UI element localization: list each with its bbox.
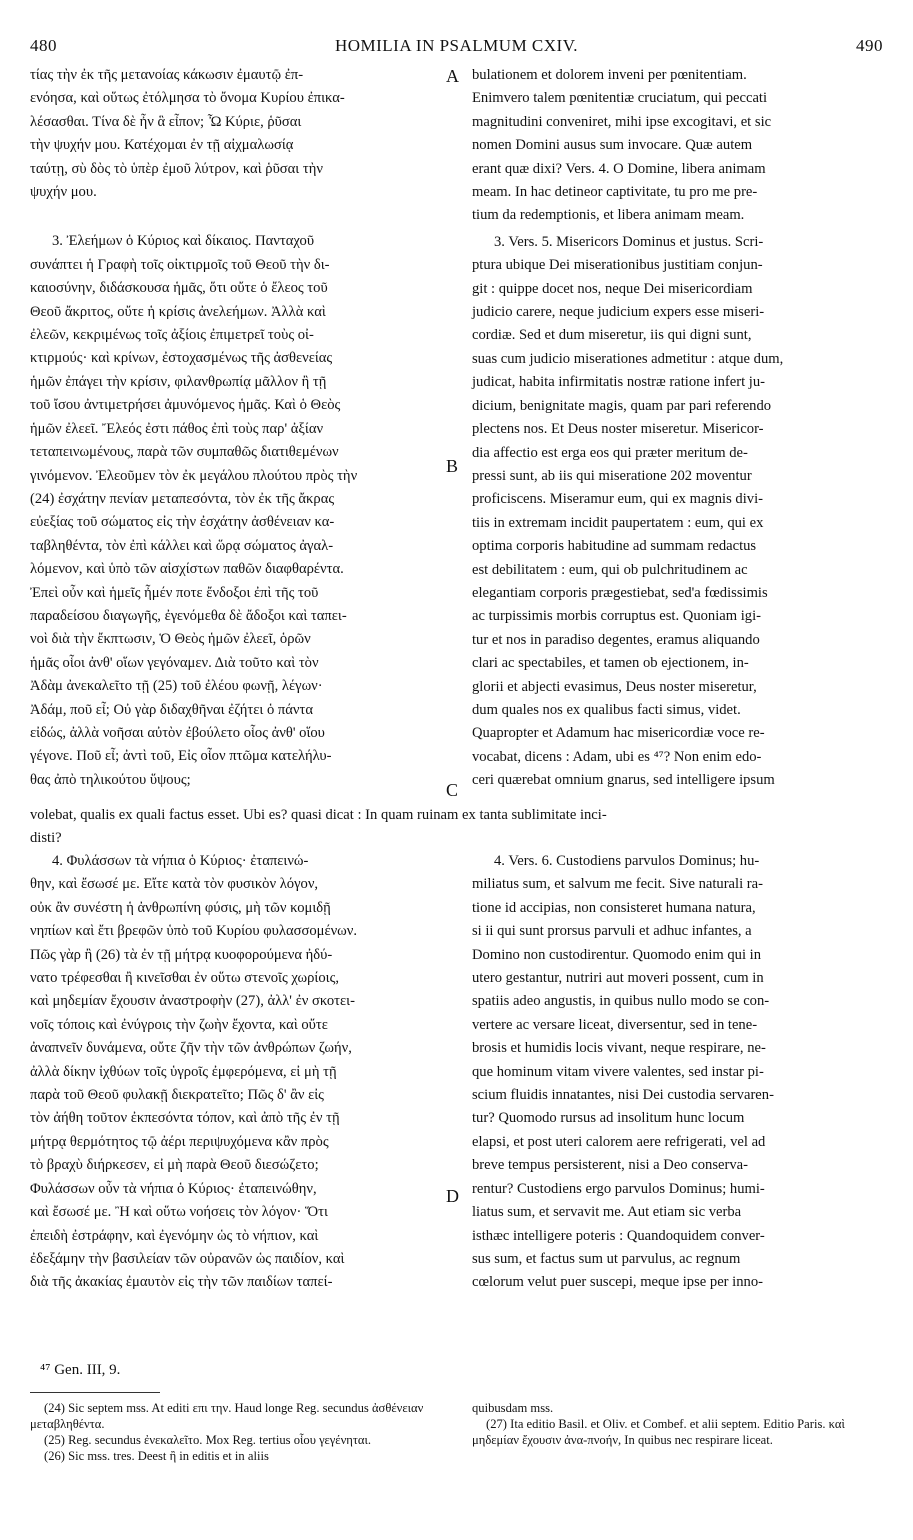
text-line: καὶ μηδεμίαν ἔχουσιν ἀναστροφὴν (27), ἀλλ' ἐν σκοτει- <box>30 993 355 1010</box>
text-line: οὐκ ἂν συνέστη ἡ ἀνθρωπίνη φύσις, μὴ τῶν κομιδῇ <box>30 899 331 916</box>
text-line: ceri quærebat omnium gnarus, sed intelligere ipsum <box>472 772 775 789</box>
text-line: εἰδώς, ἀλλὰ νοῆσαι αὐτὸν ἐβούλετο οἷος ἀνθ' οἵου <box>30 724 325 741</box>
text-line: suas cum judicio miserationes admetitur : atque dum, <box>472 350 784 367</box>
text-line: breve tempus persisterent, nisi a Deo conserva- <box>472 1157 748 1174</box>
text-line: ἡμῶν ἐλεεῖ. Ἔλεός ἐστι πάθος ἐπὶ τοὺς παρ' ἀξίαν <box>30 420 324 437</box>
text-line: Ἐπεὶ οὖν καὶ ἡμεῖς ἦμέν ποτε ἔνδοξοι ἐπὶ τῆς τοῦ <box>30 584 319 601</box>
greek-paragraph-4 <box>30 850 442 1295</box>
critical-notes-left <box>30 1400 442 1464</box>
text-line: git : quippe docet nos, neque Dei misericordiam <box>472 280 753 297</box>
footnote-divider <box>30 1392 160 1393</box>
full-width-continuation <box>30 804 884 851</box>
text-line: cœlorum velut puer suscepi, meque ipse per inno- <box>472 1274 763 1291</box>
text-line: ἀναπνεῖν δυνάμενα, οὔτε ζῆν τὴν τῶν ἀνθρώπων ζωήν, <box>30 1040 352 1057</box>
text-line: Domino non custodirentur. Quomodo enim qui in <box>472 946 762 963</box>
text-line: (24) ἐσχάτην πενίαν μεταπεσόντα, τὸν ἐκ τῆς ἄκρας <box>30 490 335 507</box>
text-line: dia affectio est erga eos qui præter meritum de- <box>472 444 748 461</box>
text-line: 4. Φυλάσσων τὰ νήπια ὁ Κύριος· ἐταπεινώ- <box>52 853 309 869</box>
text-line: ψυχήν μου. <box>30 184 97 201</box>
text-line: Θεοῦ ἄκριτος, οὔτε ἡ κρίσις ἀνελεήμων. Ἀλλὰ καὶ <box>30 303 326 320</box>
latin-paragraph-4 <box>472 850 884 1295</box>
text-line: νατο τρέφεσθαι ἢ κινεῖσθαι ἐν οὕτω στενοῖς χωρίοις, <box>30 970 339 987</box>
critical-note: quibusdam mss. <box>472 1401 554 1415</box>
greek-paragraph-continuation <box>30 64 442 204</box>
page-number-right: 490 <box>856 36 883 55</box>
latin-paragraph-3 <box>472 231 884 793</box>
text-line: θην, καὶ ἔσωσέ με. Εἴτε κατὰ τὸν φυσικὸν λόγον, <box>30 876 319 893</box>
text-line: ταύτῃ, σὺ δὸς τὸ ὑπὲρ ἐμοῦ λύτρον, καὶ ῥῦσαι τὴν <box>30 160 323 177</box>
text-line: elapsi, et post uteri calorem aere refrigerati, vel ad <box>472 1133 766 1150</box>
text-line: Φυλάσσων οὖν τὰ νήπια ὁ Κύριος· ἐταπεινώθην, <box>30 1180 317 1197</box>
margin-letter-b: B <box>446 456 459 476</box>
text-line: ἐπειδὴ ἐστράφην, καὶ ἐγενόμην ὡς τὸ νήπιον, καὶ <box>30 1227 319 1244</box>
text-line: ἐλεῶν, κεκριμένως τοῖς ἀξίοις ἐπιμετρεῖ τοὺς οἰ- <box>30 327 314 344</box>
text-line: dicium, benignitate magis, quam par pari referendo <box>472 397 772 414</box>
margin-letter-c: C <box>446 780 459 800</box>
text-line: utero gestantur, nutriri aut moveri possent, cum in <box>472 970 764 987</box>
text-line: sus sum, et factus sum ut parvulus, ac regnum <box>472 1250 741 1267</box>
text-line: τίας τὴν ἐκ τῆς μετανοίας κάκωσιν ἐμαυτῷ ἐπ- <box>30 67 304 83</box>
text-line: est debilitatem : eum, qui ob pulchritudinem ac <box>472 561 748 578</box>
text-line: isthæc intelligere poteris : Quandoquidem conver- <box>472 1227 765 1244</box>
text-line: erant quæ dixi? Vers. 4. O Domine, libera animam <box>472 160 766 177</box>
critical-note: (26) Sic mss. tres. Deest ἢ in editis et in aliis <box>44 1449 269 1463</box>
text-line: nomen Domini ausus sum invocare. Quæ autem <box>472 137 753 154</box>
running-header <box>30 36 883 58</box>
text-line: pressi sunt, ab iis qui miseratione 202 moventur <box>472 467 752 484</box>
text-line: scium fluidis innatantes, nisi Dei custodia servaren- <box>472 1087 774 1104</box>
text-line: tur? Quomodo rursus ad insolitum hunc locum <box>472 1110 745 1127</box>
text-line: παραδείσου διαγωγῆς, ἐγενόμεθα δὲ ἄδοξοι καὶ ταπει- <box>30 607 347 624</box>
text-line: clari ac spectabiles, et tamen ob ejectionem, in- <box>472 655 749 672</box>
text-line: volebat, qualis ex quali factus esset. Ubi es? quasi dicat : In quam ruinam ex tanta sublimitate inci- <box>30 807 607 823</box>
text-line: ταβληθέντα, τὸν ἐπὶ κάλλει καὶ ὥρᾳ σώματος ἀγαλ- <box>30 537 334 554</box>
text-line: νοὶ διὰ τὴν ἔκπτωσιν, Ὁ Θεὸς ἡμῶν ἐλεεῖ, ὁρῶν <box>30 631 311 648</box>
critical-note: (27) Ita editio Basil. et Oliv. et Combef. et alii septem. Editio Paris. καὶ μηδεμίαν ἔχουσιν ἀνα-πνοήν, In quibus nec respirare liceat. <box>472 1417 845 1447</box>
text-line: καὶ ἔσωσέ με. Ἢ καὶ οὕτω νοήσεις τὸν λόγον· Ὅτι <box>30 1204 328 1221</box>
text-line: τεταπεινωμένους, παρὰ τῶν συμπαθῶς διατιθεμένων <box>30 444 339 461</box>
text-line: παρὰ τοῦ Θεοῦ φυλακῇ διεκρατεῖτο; Πῶς δ' ἂν εἰς <box>30 1087 324 1104</box>
text-line: judicat, habita infirmitatis nostræ ratione infert ju- <box>472 374 766 391</box>
latin-column-upper <box>472 64 884 793</box>
text-line: cordiæ. Sed et dum miseretur, iis qui digni sunt, <box>472 327 752 344</box>
text-line: rentur? Custodiens ergo parvulos Dominus; humi- <box>472 1180 765 1197</box>
text-line: εὐεξίας τοῦ σώματος εἰς τὴν ἐσχάτην ἀσθένειαν κα- <box>30 514 335 531</box>
text-line: magnitudini conveniret, mihi ipse excogitavi, et sic <box>472 113 772 130</box>
text-line: τὸ βραχὺ διήρκεσεν, εἰ μὴ παρὰ Θεοῦ διεσώζετο; <box>30 1157 319 1174</box>
critical-note: (25) Reg. secundus ἐνεκαλεῖτο. Mox Reg. tertius οἷου γεγένηται. <box>44 1433 372 1447</box>
margin-letter-a: A <box>446 66 459 86</box>
text-line: elegantiam corporis prægestiebat, sed'a fœdissimis <box>472 584 768 601</box>
scripture-footnote: ⁴⁷ Gen. III, 9. <box>40 1362 121 1378</box>
text-line: ἐδεξάμην τὴν βασιλείαν τῶν οὐρανῶν ὡς παιδίον, καὶ <box>30 1250 345 1267</box>
text-line: miliatus sum, et salvum me fecit. Sive naturali ra- <box>472 876 763 893</box>
text-line: si ii qui sunt prorsus parvuli et adhuc infantes, a <box>472 923 752 940</box>
text-line: ptura ubique Dei miserationibus justitiam conjun- <box>472 257 763 274</box>
text-line: tione id accipias, non consisteret humana natura, <box>472 899 756 916</box>
text-line: μήτρᾳ θερμότητος τῷ ἀέρι περιψυχόμενα κἂν πρὸς <box>30 1133 329 1150</box>
text-line: glorii et abjecti evasimus, Deus noster miseretur, <box>472 678 757 695</box>
greek-paragraph-3 <box>30 230 442 792</box>
text-line: Enimvero talem pœnitentiæ cruciatum, qui peccati <box>472 90 768 107</box>
text-line: ενόησα, καὶ οὕτως ἐτόλμησα τὸ ὄνομα Κυρίου ἐπικα- <box>30 90 345 107</box>
text-line: τὸν ἀήθη τοῦτον ἐκπεσόντα τόπον, καὶ ἀπὸ τῆς ἐν τῇ <box>30 1110 340 1127</box>
text-line: ac turpissimis morbis corruptus est. Quoniam igi- <box>472 608 762 625</box>
text-line: Πῶς γὰρ ἢ (26) τὰ ἐν τῇ μήτρᾳ κυοφορούμενα ἠδύ- <box>30 946 333 963</box>
text-line: 3. Ἐλεήμων ὁ Κύριος καὶ δίκαιος. Πανταχοῦ <box>52 233 315 250</box>
text-line: que hominum vitam vivere valentes, sed instar pi- <box>472 1063 764 1080</box>
text-line: ἀλλὰ δίκην ἰχθύων τοῖς ὑγροῖς ἐμφερόμενα, εἰ μὴ τῇ <box>30 1063 337 1080</box>
text-line: proficiscens. Miseramur eum, qui ex magnis divi- <box>472 491 763 508</box>
text-line: optima corporis habitudine ad summam redactus <box>472 538 757 555</box>
text-line: tium da redemptionis, et libera animam meam. <box>472 207 745 224</box>
text-line: καιοσύνην, διδάσκουσα ἡμᾶς, ὅτι οὔτε ὁ ἔλεος τοῦ <box>30 280 328 297</box>
critical-note: (24) Sic septem mss. At editi επι την. Haud longe Reg. secundus ἀσθένειαν μεταβληθέντα. <box>30 1401 424 1431</box>
text-line: vertere ac versare liceat, diversentur, sed in tene- <box>472 1016 758 1033</box>
text-line: λέσασθαι. Τίνα δὲ ἦν ἃ εἶπον; Ὦ Κύριε, ῥῦσαι <box>30 113 302 130</box>
text-line: λόμενον, καὶ ὑπὸ τῶν αἰσχίστων παθῶν διαφθαρέντα. <box>30 561 344 578</box>
text-line: 4. Vers. 6. Custodiens parvulos Dominus; hu- <box>494 853 760 869</box>
text-line: Quapropter et Adamum hac misericordiæ voce re- <box>472 725 765 742</box>
running-title: HOMILIA IN PSALMUM CXIV. <box>334 36 579 55</box>
text-line: ἡμῶν ἐπάγει τὴν κρίσιν, φιλανθρωπίᾳ μᾶλλον ἢ τῇ <box>30 373 327 390</box>
text-line: γινόμενον. Ἐλεοῦμεν τὸν ἐκ μεγάλου πλούτου πρὸς τὴν <box>30 467 358 484</box>
text-line: διὰ τῆς ἀκακίας ἐμαυτὸν εἰς τὴν τῶν παιδίων ταπεί- <box>30 1274 333 1291</box>
text-line: θας ἀπὸ τηλικούτου ὕψους; <box>30 771 191 788</box>
greek-column-upper <box>30 64 442 792</box>
text-line: 3. Vers. 5. Misericors Dominus et justus. Scri- <box>494 233 764 250</box>
text-line: τὴν ψυχήν μου. Κατέχομαι ἐν τῇ αἰχμαλωσίᾳ <box>30 137 294 154</box>
text-line: liatus sum, et servavit me. Aut etiam sic verba <box>472 1204 742 1221</box>
text-line: γέγονε. Ποῦ εἶ; ἀντὶ τοῦ, Εἰς οἷον πτῶμα κατελήλυ- <box>30 748 332 765</box>
text-line: judicio carere, neque judicium expers esse miseri- <box>472 304 765 321</box>
text-line: νηπίων καὶ ἔτι βρεφῶν ὑπὸ τοῦ Κυρίου φυλασσομένων. <box>30 923 358 940</box>
margin-letter-d: D <box>446 1186 459 1206</box>
text-line: συνάπτει ἡ Γραφὴ τοῖς οἰκτιρμοῖς τοῦ Θεοῦ τὴν δι- <box>30 256 330 273</box>
text-line: dum quales nos ex qualibus facti simus, videt. <box>472 701 741 718</box>
text-line: νοῖς τόποις καὶ ἐνύγροις τὴν ζωὴν ἔχοντα, καὶ οὔτε <box>30 1016 328 1033</box>
text-line: tiis in extremam incidit paupertatem : eum, qui ex <box>472 514 764 531</box>
text-line: vocabat, dicens : Adam, ubi es ⁴⁷? Non enim edo- <box>472 748 762 765</box>
text-line: Ἀδάμ, ποῦ εἶ; Οὐ γὰρ διδαχθῆναι ἐζήτει ὁ πάντα <box>30 701 314 718</box>
text-line: tur et nos in paradiso degentes, eramus aliquando <box>472 631 760 648</box>
critical-notes-right <box>472 1400 884 1448</box>
text-line: bulationem et dolorem inveni per pœnitentiam. <box>472 67 747 83</box>
text-line: κτιρμούς· καὶ κρίνων, ἐστοχασμένως τῆς ἀσθενείας <box>30 350 333 367</box>
text-line: ἡμᾶς οἷοι ἀνθ' οἵων γεγόναμεν. Διὰ τοῦτο καὶ τὸν <box>30 654 319 671</box>
text-line: disti? <box>30 830 62 847</box>
latin-paragraph-continuation <box>472 64 884 228</box>
text-line: Ἀδὰμ ἀνεκαλεῖτο τῇ (25) τοῦ ἐλέου φωνῇ, λέγων· <box>30 678 323 695</box>
text-line: brosis et humidis locis vivant, neque respirare, ne- <box>472 1040 766 1057</box>
text-line: plectens nos. Et Deus noster miseretur. Misericor- <box>472 421 764 438</box>
text-line: meam. In hac detineor captivitate, tu pro me pre- <box>472 184 758 201</box>
page-number-left: 480 <box>30 36 57 55</box>
text-line: τοῦ ἴσου ἀντιμετρήσει ἀμυνόμενος ἡμᾶς. Καὶ ὁ Θεὸς <box>30 397 341 414</box>
text-line: spatiis adeo angustis, in quibus nullo modo se con- <box>472 993 770 1010</box>
